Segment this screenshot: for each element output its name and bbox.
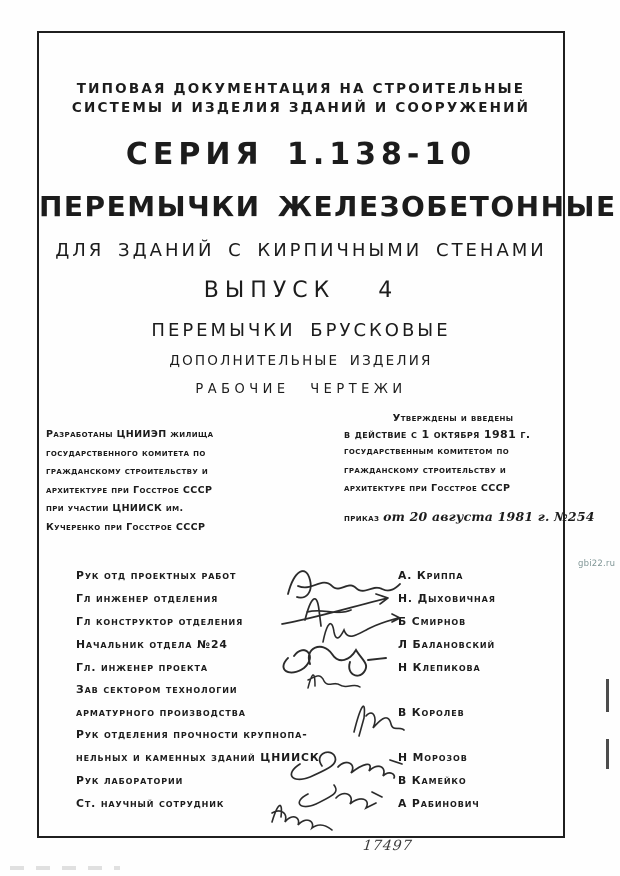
approved-bold-line-1: Утверждены и введены [392,413,514,424]
developed-line: при участии ЦНИИСК им. [46,503,184,514]
signatory-role: Зав сектором технологии арматурного производства [76,683,246,719]
table-row [76,769,546,792]
signatory-role: Гл инженер отделения [76,591,219,605]
developed-line: государственного комитета по [46,447,206,459]
issue-number: ВЫПУСК 4 [203,278,399,303]
additional-products-line: ДОПОЛНИТЕЛЬНЫЕ ИЗДЕЛИЯ [169,353,433,369]
approved-line: архитектуре при Госстрое СССР [344,483,511,494]
series-title: СЕРИЯ 1.138-10 [125,137,477,172]
signatory-name: Б Смирнов [398,614,467,628]
doc-header-line-1: ТИПОВАЯ ДОКУМЕНТАЦИЯ НА СТРОИТЕЛЬНЫЕ [76,81,526,97]
product-title: ПЕРЕМЫЧКИ БРУСКОВЫЕ [151,320,451,341]
doc-header-line-2: СИСТЕМЫ И ИЗДЕЛИЯ ЗДАНИЙ И СООРУЖЕНИЙ [71,100,531,116]
signatory-name: В Королев [398,705,465,719]
signatory-role: Гл конструктор отделения [76,614,244,628]
table-row [76,656,546,679]
table-row [76,633,546,656]
signatory-name: А Рабинович [398,796,480,810]
signatory-name: Н. Дыховичная [398,591,496,605]
table-row [76,724,546,769]
signatory-role: Рук отд проектных работ [76,568,237,582]
table-row [76,610,546,633]
signatory-role: Ст. научный сотрудник [76,796,225,810]
approved-bold-line-2: в действие с 1 октября 1981 г. [344,428,531,441]
table-row [76,587,546,610]
approved-line: государственным комитетом по [344,446,510,457]
site-watermark: gbi22.ru [578,559,616,569]
main-title: ПЕРЕМЫЧКИ ЖЕЛЕЗОБЕТОННЫЕ [39,190,617,223]
approved-by-block [344,411,595,528]
signatories-table [76,564,546,815]
signatory-role: Рук отделения прочности крупнопа- нельных и каменных зданий ЦНИИСК [76,728,320,764]
table-row [76,679,546,724]
print-order-number: 17497 [362,838,414,854]
signatory-name: Н Клепикова [398,660,481,674]
signatory-role: Рук лаборатории [76,773,184,787]
developed-line: Кучеренко при Госстрое СССР [46,521,206,533]
scan-edge-artifact [606,679,609,712]
doc-type-line: РАБОЧИЕ ЧЕРТЕЖИ [195,382,407,397]
signatory-role: Начальник отдела №24 [76,637,228,651]
table-row [76,792,546,815]
signatory-name: А. Криппа [398,568,464,582]
order-label: приказ [344,512,380,524]
signatory-role: Гл. инженер проекта [76,660,208,674]
order-handwritten-detail: от 20 августа 1981 г. №254 [383,508,595,524]
developed-line: архитектуре при Госстрое СССР [46,484,213,496]
scan-smudge [10,866,120,870]
developed-line: Разработаны ЦНИИЭП жилища [46,429,214,440]
signatory-name: В Камейко [398,773,467,787]
signatory-name: Н Морозов [398,750,468,764]
table-row [76,564,546,587]
order-line [344,508,595,529]
developed-by-block [46,426,251,537]
approved-line: гражданскому строительству и [344,464,507,476]
scan-edge-artifact [606,739,609,769]
signatory-name: Л Балановский [398,637,496,651]
subtitle-for-buildings: ДЛЯ ЗДАНИЙ С КИРПИЧНЫМИ СТЕНАМИ [55,240,547,261]
developed-line: гражданскому строительству и [46,466,209,477]
